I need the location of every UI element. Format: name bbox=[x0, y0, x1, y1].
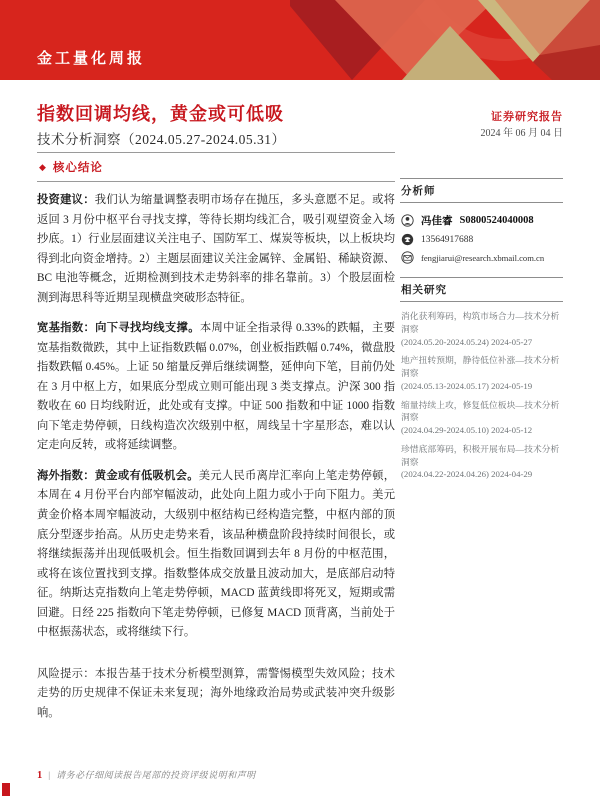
analyst-block bbox=[400, 203, 563, 277]
analyst-phone-row bbox=[401, 233, 563, 246]
research-meta: (2024.04.29-2024.05.10) 2024-05-12 bbox=[401, 425, 533, 435]
research-meta: (2024.05.20-2024.05.24) 2024-05-27 bbox=[401, 336, 533, 347]
research-link[interactable] bbox=[401, 399, 563, 437]
related-research-heading: 相关研究 bbox=[401, 285, 447, 296]
analyst-name-row bbox=[401, 213, 563, 228]
banner-geometric-art bbox=[290, 0, 600, 80]
research-title[interactable]: 地产扭转预期，静待低位补涨—技术分析洞察 bbox=[401, 355, 560, 378]
research-meta: (2024.05.13-2024.05.17) 2024-05-19 bbox=[401, 380, 533, 391]
research-title[interactable]: 消化获利筹码，构筑市场合力—技术分析洞察 bbox=[401, 311, 560, 334]
report-type-label: 证券研究报告 bbox=[491, 111, 563, 123]
paragraph-text: 本周中证全指录得 0.33%的跌幅，主要宽基指数微跌，其中上证指数跌幅 0.07%，创业板指跌幅 0.74%，微盘股指数跌幅 0.45%。上证 50 缩量反弹后继续调整，延伸向下笔，目前仍处在 3 月中枢上方，如果底分型成立则可能出现 3 类支撑点。沪深 300 指数收在 60 日均线附近，此处或有支撑。中证 500 指数和中证 1000 指数向下笔走势停顿，日线构造次次级别中枢，周线呈十字星形态，难以认定走向反转，或将延续调整。 bbox=[37, 322, 395, 452]
person-icon bbox=[401, 214, 414, 227]
research-meta: (2024.04.22-2024.04.26) 2024-04-29 bbox=[401, 469, 533, 480]
paragraph-lead: 宽基指数：向下寻找均线支撑。 bbox=[37, 322, 200, 335]
research-title[interactable]: 缩量持续上攻，修复低位板块—技术分析洞察 bbox=[401, 399, 560, 423]
header-banner bbox=[0, 0, 600, 80]
diamond-bullet-icon: ◆ bbox=[39, 161, 46, 172]
analyst-email-row bbox=[401, 251, 563, 264]
phone-icon bbox=[401, 233, 414, 246]
analyst-heading: 分析师 bbox=[401, 186, 436, 197]
page-number: 1 bbox=[37, 770, 43, 781]
email-icon bbox=[401, 251, 414, 264]
footer bbox=[37, 768, 256, 781]
footer-separator: | bbox=[48, 770, 51, 780]
related-research-list bbox=[400, 302, 563, 481]
paragraph-overseas-index bbox=[37, 467, 395, 643]
research-link[interactable] bbox=[401, 310, 563, 348]
footer-red-mark bbox=[2, 783, 10, 796]
paragraph-risk-note: 风险提示：本报告基于技术分析模型测算，需警惕模型失效风险；技术走势的历史规律不保证未来复现；海外地缘政治局势或武装冲突升级影响。 bbox=[37, 667, 395, 719]
report-subtitle: 技术分析洞察（2024.05.27-2024.05.31） bbox=[37, 132, 286, 147]
sidebar bbox=[400, 178, 563, 487]
paragraph-lead: 海外指数：黄金或有低吸机会。 bbox=[37, 469, 199, 482]
analyst-phone: 13564917688 bbox=[421, 234, 474, 245]
report-date: 2024 年 06 月 04 日 bbox=[480, 128, 563, 139]
analyst-license-id: S0800524040008 bbox=[459, 215, 534, 226]
report-title: 指数回调均线，黄金或可低吸 bbox=[37, 104, 284, 124]
divider bbox=[37, 181, 395, 182]
analyst-name: 冯佳睿 bbox=[421, 216, 453, 227]
paragraph-text: 美元人民币离岸汇率向上笔走势停顿，本周在 4 月份平台内部窄幅波动，此处向上阻力或小于向下阻力。美元黄金价格本周窄幅波动，大级别中枢结构已经构造完整，中枢内部的顶底分型逐步抬高。从历史走势来看，该品种横盘阶段持续时间很长，或将继续振荡并出现低吸机会。恒生指数回调到去年 8 月份的中枢范围，或将在该位置找到支撑。指数整体成交放量且波动加大，是底部启动特征。纳斯达克指数向上笔走势停顿，MACD 蓝黄线即将死叉，短期或需回避。日经 225 指数向下笔走势停顿，已修复 MACD 顶背离，当前处于中枢振荡状态，或将继续下行。 bbox=[37, 469, 395, 639]
core-conclusion-label: 核心结论 bbox=[52, 162, 103, 174]
research-link[interactable] bbox=[401, 443, 563, 481]
paragraph-text: 我们认为缩量调整表明市场存在抛压，多头意愿不足。或将返回 3 月份中枢平台寻找支撑，等待长期均线汇合，吸引观望资金入场抄底。1）行业层面建议关注电子、国防军工、煤炭等板块，以上板块均得到北向资金增持。2）主题层面建议关注金属锌、金属铅、稀缺资源、BC 电池等概念，近期检测到技术走势斜率的排名靠前。3）个股层面检测到海思科等近期呈现横盘突破形态特征。 bbox=[37, 194, 395, 304]
footer-disclaimer: 请务必仔细阅读报告尾部的投资评级说明和声明 bbox=[56, 770, 256, 780]
analyst-email[interactable]: fengjiarui@research.xbmail.com.cn bbox=[421, 252, 545, 263]
report-body bbox=[37, 191, 395, 723]
banner-title: 金工量化周报 bbox=[37, 51, 146, 67]
paragraph-lead: 投资建议： bbox=[37, 194, 95, 206]
research-title[interactable]: 珍惜底部筹码，积极开展布局—技术分析洞察 bbox=[401, 443, 560, 467]
main-column bbox=[37, 152, 395, 734]
paragraph-broad-index bbox=[37, 319, 395, 456]
paragraph-investment-advice bbox=[37, 191, 395, 308]
core-conclusion-header bbox=[37, 153, 395, 181]
research-link[interactable] bbox=[401, 354, 563, 392]
